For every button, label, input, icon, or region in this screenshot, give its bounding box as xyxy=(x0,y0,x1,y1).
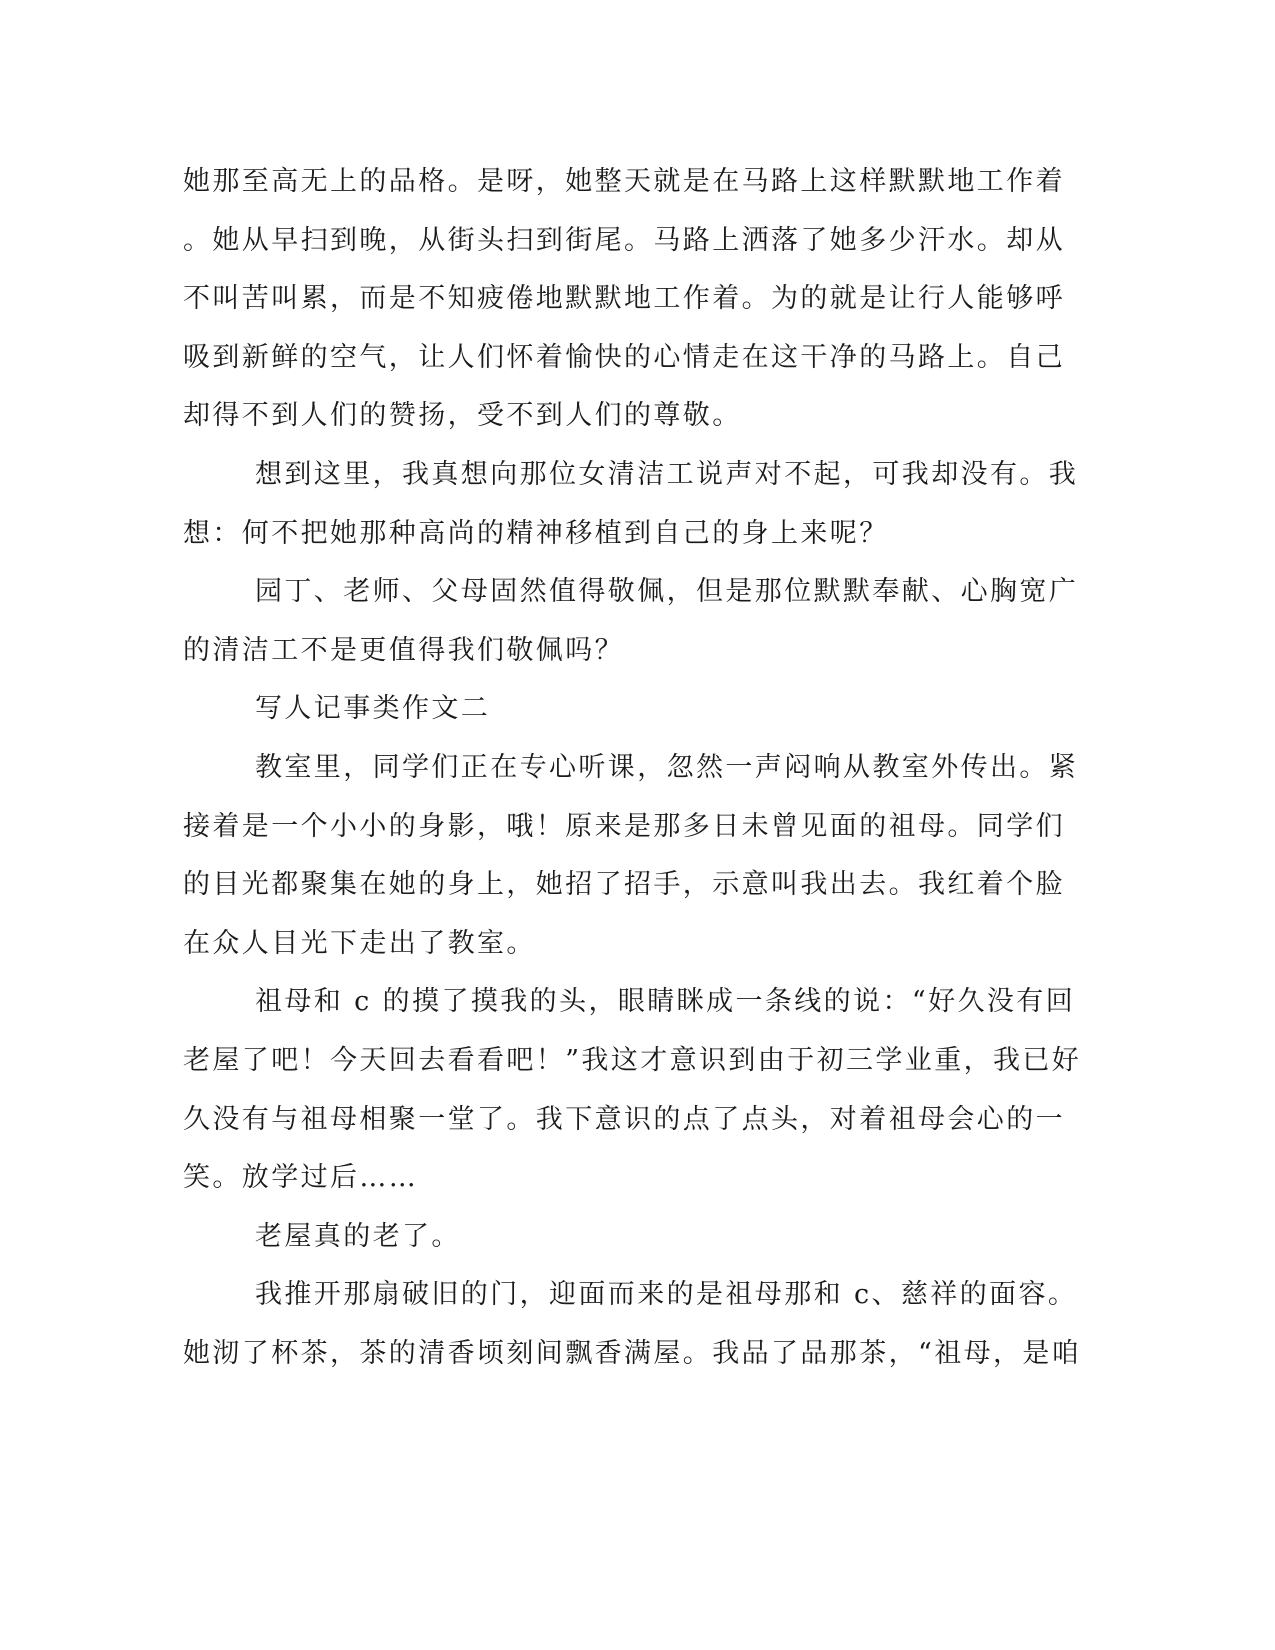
paragraph-first-line: 祖母和 c 的摸了摸我的头，眼睛眯成一条线的说：“好久没有回 xyxy=(255,986,1076,1017)
text-line: 久没有与祖母相聚一堂了。我下意识的点了点头，对着祖母会心的一 xyxy=(183,1104,1065,1135)
section-heading: 写人记事类作文二 xyxy=(255,693,491,724)
text-line: 却得不到人们的赞扬，受不到人们的尊敬。 xyxy=(183,400,742,431)
text-line: 想：何不把她那种高尚的精神移植到自己的身上来呢？ xyxy=(183,518,889,549)
text-line: 老屋了吧！今天回去看看吧！”我这才意识到由于初三学业重，我已好 xyxy=(183,1045,1082,1076)
text-line: 笑。放学过后…… xyxy=(183,1162,419,1193)
text-line: 。她从早扫到晚，从街头扫到街尾。马路上洒落了她多少汗水。却从 xyxy=(183,225,1065,256)
paragraph-first-line: 想到这里，我真想向那位女清洁工说声对不起，可我却没有。我 xyxy=(255,459,1079,490)
text-line: 她沏了杯茶，茶的清香顷刻间飘香满屋。我品了品那茶，“祖母，是咱 xyxy=(183,1338,1082,1369)
text-line: 接着是一个小小的身影，哦！原来是那多日未曾见面的祖母。同学们 xyxy=(183,811,1065,842)
text-line: 她那至高无上的品格。是呀，她整天就是在马路上这样默默地工作着 xyxy=(183,166,1065,197)
text-line: 的清洁工不是更值得我们敬佩吗？ xyxy=(183,635,624,666)
text-line: 不叫苦叫累，而是不知疲倦地默默地工作着。为的就是让行人能够呼 xyxy=(183,283,1065,314)
text-line: 的目光都聚集在她的身上，她招了招手，示意叫我出去。我红着个脸 xyxy=(183,869,1065,900)
paragraph-first-line: 老屋真的老了。 xyxy=(255,1221,461,1252)
text-line: 吸到新鲜的空气，让人们怀着愉快的心情走在这干净的马路上。自己 xyxy=(183,342,1065,373)
paragraph-first-line: 我推开那扇破旧的门，迎面而来的是祖母那和 c、慈祥的面容。 xyxy=(255,1279,1078,1310)
paragraph-first-line: 教室里，同学们正在专心听课，忽然一声闷响从教室外传出。紧 xyxy=(255,752,1079,783)
paragraph-first-line: 园丁、老师、父母固然值得敬佩，但是那位默默奉献、心胸宽广 xyxy=(255,576,1079,607)
text-line: 在众人目光下走出了教室。 xyxy=(183,928,536,959)
